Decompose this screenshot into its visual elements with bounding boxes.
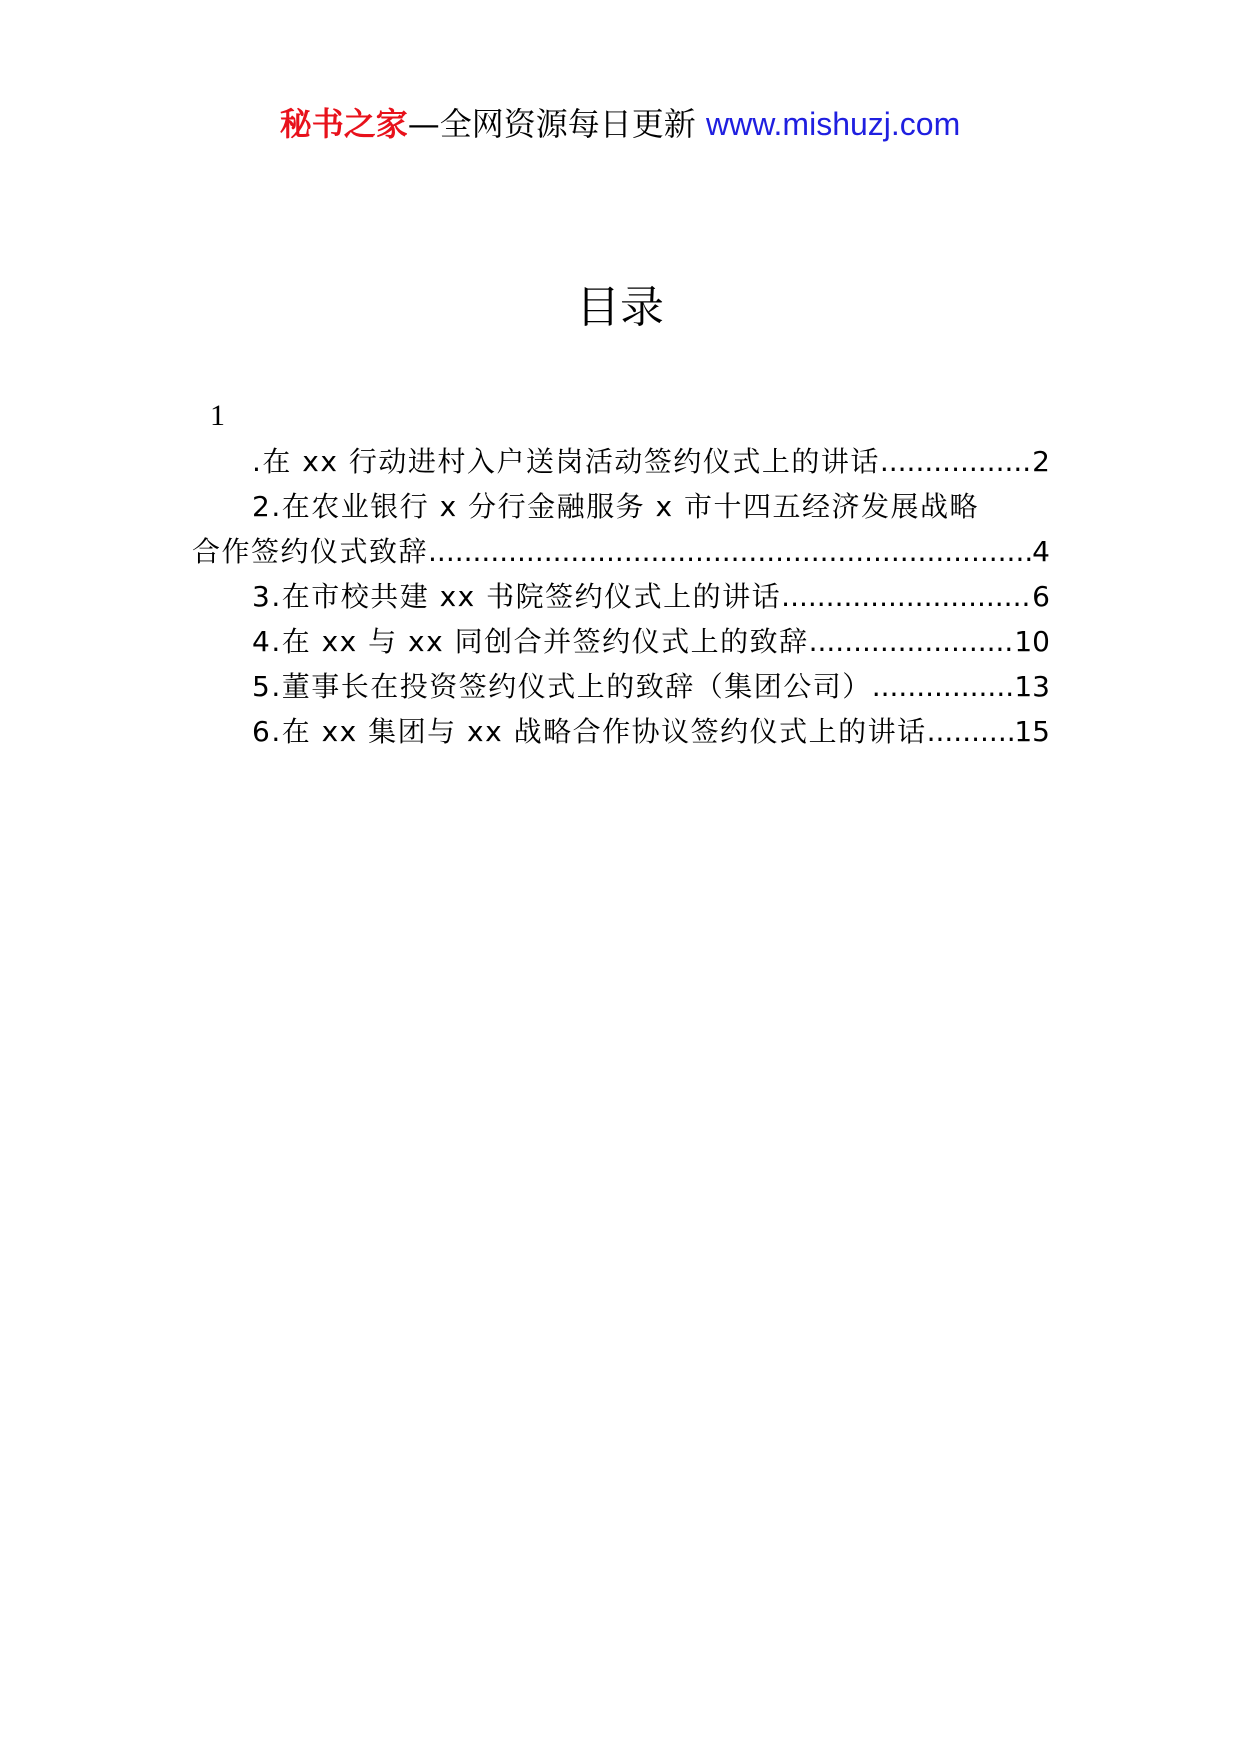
toc-dot-leader — [927, 709, 1015, 754]
page-title: 目录 — [576, 282, 664, 333]
site-header — [0, 100, 1240, 148]
site-brand: 秘书之家 — [279, 105, 408, 143]
site-tagline: —全网资源每日更新 — [407, 105, 696, 143]
toc-entry[interactable] — [192, 709, 1050, 754]
toc-list-marker: 1 — [210, 399, 225, 432]
toc-entry-page: 15 — [1014, 715, 1050, 748]
toc-entry-title: 2.在农业银行 x 分行金融服务 x 市十四五经济发展战略 — [252, 490, 979, 523]
toc-entry-page: 6 — [1032, 580, 1050, 613]
toc-entry-page: 13 — [1014, 670, 1050, 703]
toc-entry[interactable] — [192, 664, 1050, 709]
toc-entry-title: .在 xx 行动进村入户送岗活动签约仪式上的讲话 — [252, 445, 880, 478]
toc-dot-leader — [880, 439, 1032, 484]
toc-entry-title-continued: 合作签约仪式致辞 — [192, 535, 429, 568]
toc-entry[interactable] — [192, 619, 1050, 664]
toc-entry-page: 4 — [1032, 535, 1050, 568]
toc-entry[interactable] — [192, 574, 1050, 619]
table-of-contents — [192, 398, 1050, 754]
toc-entry-title: 3.在市校共建 xx 书院签约仪式上的讲话 — [252, 580, 782, 613]
toc-dot-leader — [781, 574, 1032, 619]
toc-dot-leader — [872, 664, 1015, 709]
toc-entry[interactable] — [192, 484, 1050, 574]
toc-dot-leader — [809, 619, 1015, 664]
toc-entry-title: 5.董事长在投资签约仪式上的致辞（集团公司） — [252, 670, 872, 703]
site-url-link[interactable]: www.mishuzj.com — [705, 106, 961, 142]
toc-dot-leader — [428, 529, 1032, 574]
toc-entry-title: 6.在 xx 集团与 xx 战略合作协议签约仪式上的讲话 — [252, 715, 927, 748]
toc-entry-page: 2 — [1032, 445, 1050, 478]
toc-entry[interactable] — [192, 439, 1050, 484]
toc-entry-title: 4.在 xx 与 xx 同创合并签约仪式上的致辞 — [252, 625, 809, 658]
toc-entry-page: 10 — [1014, 625, 1050, 658]
